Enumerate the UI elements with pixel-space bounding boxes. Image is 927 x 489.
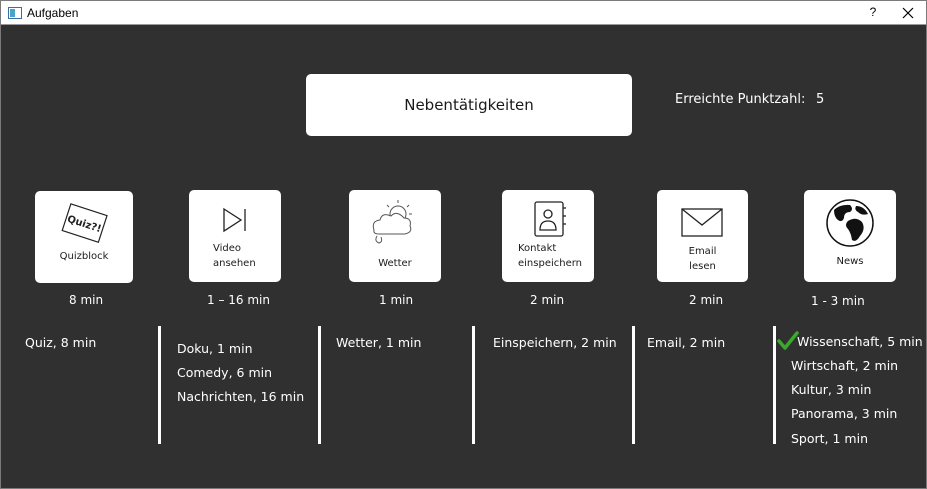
help-button[interactable]: ?: [869, 5, 877, 19]
score-label: Erreichte Punktzahl:: [675, 92, 806, 107]
page-title-box: [306, 74, 632, 136]
weather-icon: [349, 194, 441, 250]
close-icon: [899, 5, 917, 21]
tile-label-wetter: Wetter: [378, 258, 412, 269]
task-item-sport[interactable]: Sport, 1 min: [791, 431, 869, 446]
task-item-panorama[interactable]: Panorama, 3 min: [791, 406, 898, 421]
task-item-doku[interactable]: Doku, 1 min: [177, 341, 253, 356]
tile-quizblock[interactable]: [35, 191, 133, 283]
quiz-card-text: Quiz?!: [65, 213, 103, 236]
tile-wetter[interactable]: [349, 190, 441, 282]
tile-label-quizblock: Quizblock: [59, 251, 109, 262]
score-value: 5: [816, 92, 825, 107]
page-title: Nebentätigkeiten: [404, 96, 534, 114]
tile-kontakt[interactable]: [502, 190, 594, 282]
task-item-wissenschaft[interactable]: Wissenschaft, 5 min: [797, 334, 923, 349]
globe-icon: [804, 196, 896, 248]
column-divider: [158, 326, 161, 444]
tile-label-news: News: [836, 256, 864, 267]
checkmark-icon: [777, 331, 799, 351]
column-divider: [472, 326, 475, 444]
window-title: Aufgaben: [27, 6, 79, 20]
task-item-einspeichern[interactable]: Einspeichern, 2 min: [493, 335, 617, 350]
column-divider: [318, 326, 321, 444]
duration-video: 1 – 16 min: [207, 293, 270, 307]
close-button[interactable]: [899, 5, 917, 21]
task-item-wirtschaft[interactable]: Wirtschaft, 2 min: [791, 358, 899, 373]
title-bar: [1, 1, 926, 25]
task-item-email[interactable]: Email, 2 min: [647, 335, 726, 350]
task-item-quiz[interactable]: Quiz, 8 min: [25, 335, 97, 350]
tile-label-video: Video ansehen: [213, 243, 256, 269]
envelope-icon: [657, 206, 748, 246]
tile-label-kontakt: Kontakt einspeichern: [518, 243, 583, 269]
task-item-wetter[interactable]: Wetter, 1 min: [336, 335, 422, 350]
tile-video[interactable]: [189, 190, 281, 282]
task-item-nachrichten[interactable]: Nachrichten, 16 min: [177, 389, 305, 404]
duration-email: 2 min: [689, 293, 724, 307]
column-divider: [632, 326, 635, 444]
task-item-comedy[interactable]: Comedy, 6 min: [177, 365, 273, 380]
main-content: [1, 26, 926, 488]
app-window-icon: [8, 7, 22, 19]
duration-news: 1 - 3 min: [811, 294, 865, 308]
tile-news[interactable]: [804, 190, 896, 282]
quiz-card-icon: [35, 197, 133, 257]
task-item-kultur[interactable]: Kultur, 3 min: [791, 382, 872, 397]
duration-wetter: 1 min: [379, 293, 414, 307]
duration-kontakt: 2 min: [530, 293, 565, 307]
column-divider: [773, 326, 776, 444]
tile-label-email: Email lesen: [688, 246, 717, 272]
duration-quizblock: 8 min: [69, 293, 104, 307]
tile-email[interactable]: [657, 190, 748, 282]
